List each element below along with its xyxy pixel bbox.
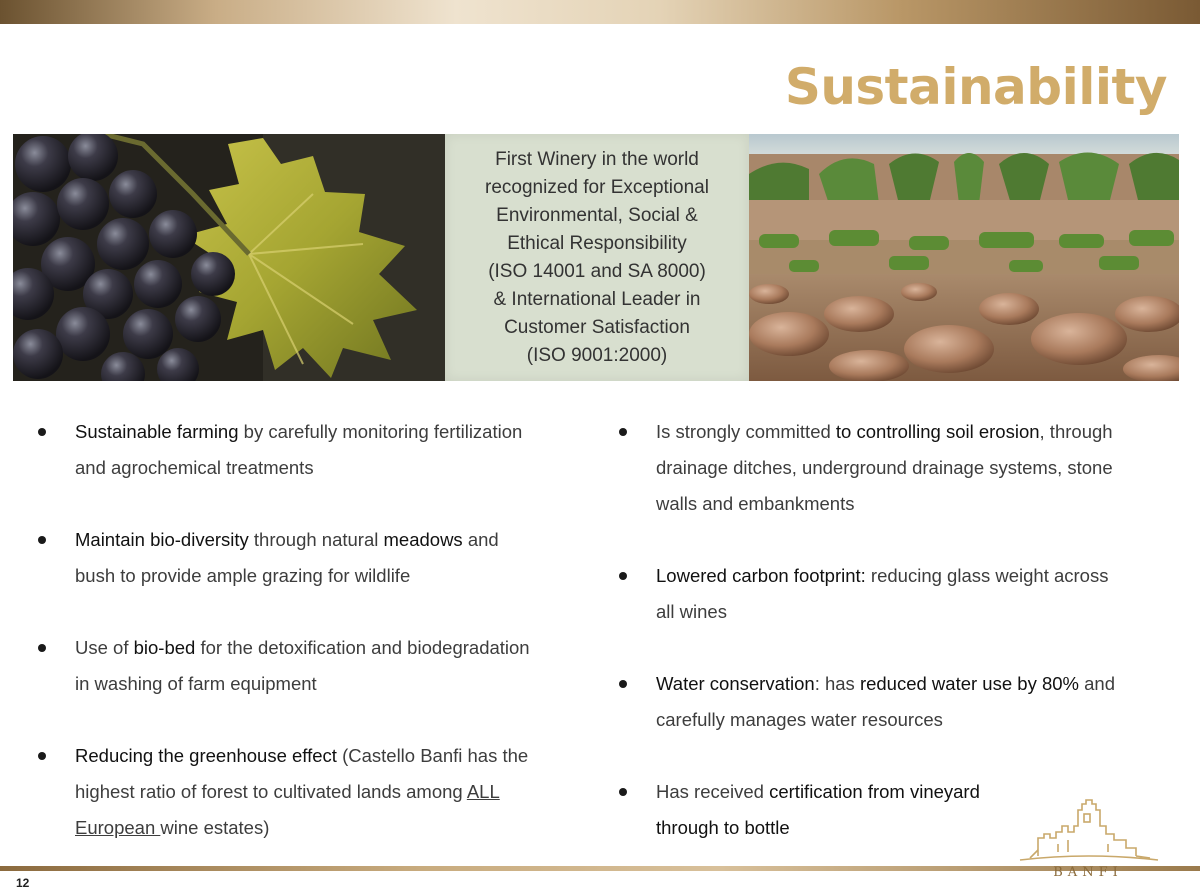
callout-line: First Winery in the world <box>495 148 699 170</box>
bullet-icon <box>38 644 46 652</box>
page-number: 12 <box>16 876 30 890</box>
callout-line: Environmental, Social & <box>496 204 698 226</box>
bullet-text-run: and <box>1078 673 1115 694</box>
bullet-highlight: Lowered carbon footprint: <box>656 565 866 586</box>
callout-line: Ethical Responsibility <box>507 232 687 254</box>
bullet-text-run: , through <box>1039 421 1113 442</box>
bullet-text <box>75 414 576 486</box>
bullet-text-run: in washing of farm equipment <box>75 673 317 694</box>
bullet-text-run: and <box>462 529 499 550</box>
slide-title: Sustainability <box>784 58 1167 116</box>
list-item <box>36 414 576 486</box>
bullet-text-run: Is strongly committed <box>656 421 836 442</box>
list-item <box>36 522 576 594</box>
bullet-text-run: Has received <box>656 781 770 802</box>
bullet-text <box>75 522 576 594</box>
photo-strip <box>13 134 1179 381</box>
bullet-text <box>656 666 1177 738</box>
bullet-underlined-text: ALL <box>466 781 500 802</box>
bullet-text-run: highest ratio of forest to cultivated lands among <box>75 781 467 802</box>
callout-line: recognized for Exceptional <box>485 176 709 198</box>
bullet-icon <box>38 428 46 436</box>
bullet-highlight: certification from vineyard <box>769 781 980 802</box>
bullet-highlight: bio-bed <box>133 637 196 658</box>
bullet-text-run: walls and embankments <box>656 493 855 514</box>
bullet-text <box>75 630 576 702</box>
bullet-text-run: wine estates) <box>160 817 270 838</box>
bullet-text-run: carefully manages water resources <box>656 709 943 730</box>
bullet-text-run: all wines <box>656 601 727 622</box>
bullet-icon <box>619 788 627 796</box>
callout-line: Customer Satisfaction <box>504 316 690 338</box>
bullet-icon <box>38 536 46 544</box>
left-bullet-list <box>36 414 576 846</box>
bullet-highlight: through to bottle <box>656 817 790 838</box>
castle-logo-icon <box>1008 796 1168 866</box>
grapes-photo <box>13 134 445 381</box>
callout-line: (ISO 14001 and SA 8000) <box>488 260 706 282</box>
bullet-text-run: by carefully monitoring fertilization <box>238 421 523 442</box>
bullet-highlight: Reducing the greenhouse effect <box>75 745 337 766</box>
bullet-icon <box>619 680 627 688</box>
bullet-text-run: drainage ditches, underground drainage systems, stone <box>656 457 1113 478</box>
bullet-text-run: bush to provide ample grazing for wildlife <box>75 565 411 586</box>
right-bullet-list <box>617 414 1177 846</box>
bullet-text-run: and agrochemical treatments <box>75 457 314 478</box>
list-item <box>617 414 1177 522</box>
bullet-highlight: Sustainable farming <box>75 421 239 442</box>
list-item <box>36 630 576 702</box>
bullet-highlight: reduced water use by 80% <box>859 673 1079 694</box>
bullet-text <box>656 558 1177 630</box>
logo-wordmark: BANFI <box>1053 865 1123 880</box>
bullet-underlined-text: European <box>75 817 161 838</box>
bullet-text-run: through natural <box>248 529 384 550</box>
bullet-text-run: for the detoxification and biodegradation <box>195 637 530 658</box>
bullet-text-run: : has <box>814 673 860 694</box>
vineyard-photo <box>749 134 1179 381</box>
bullet-icon <box>38 752 46 760</box>
list-item <box>617 558 1177 630</box>
bullet-text-run: Use of <box>75 637 134 658</box>
bullet-text <box>656 414 1177 522</box>
banfi-logo <box>1008 796 1168 883</box>
bullet-highlight: to controlling soil erosion <box>835 421 1040 442</box>
bullet-icon <box>619 428 627 436</box>
top-decorative-band <box>0 0 1200 24</box>
certification-callout <box>445 134 749 381</box>
callout-line: & International Leader in <box>493 288 701 310</box>
bullet-icon <box>619 572 627 580</box>
callout-line: (ISO 9001:2000) <box>526 344 668 366</box>
list-item <box>36 738 576 846</box>
callout-text <box>462 146 732 370</box>
bullet-highlight: Water conservation <box>656 673 815 694</box>
bullet-highlight: meadows <box>383 529 463 550</box>
list-item <box>617 666 1177 738</box>
bullet-text-run: reducing glass weight across <box>865 565 1109 586</box>
bullet-highlight: Maintain bio-diversity <box>75 529 249 550</box>
bullet-text <box>75 738 576 846</box>
bullet-text-run: (Castello Banfi has the <box>336 745 529 766</box>
